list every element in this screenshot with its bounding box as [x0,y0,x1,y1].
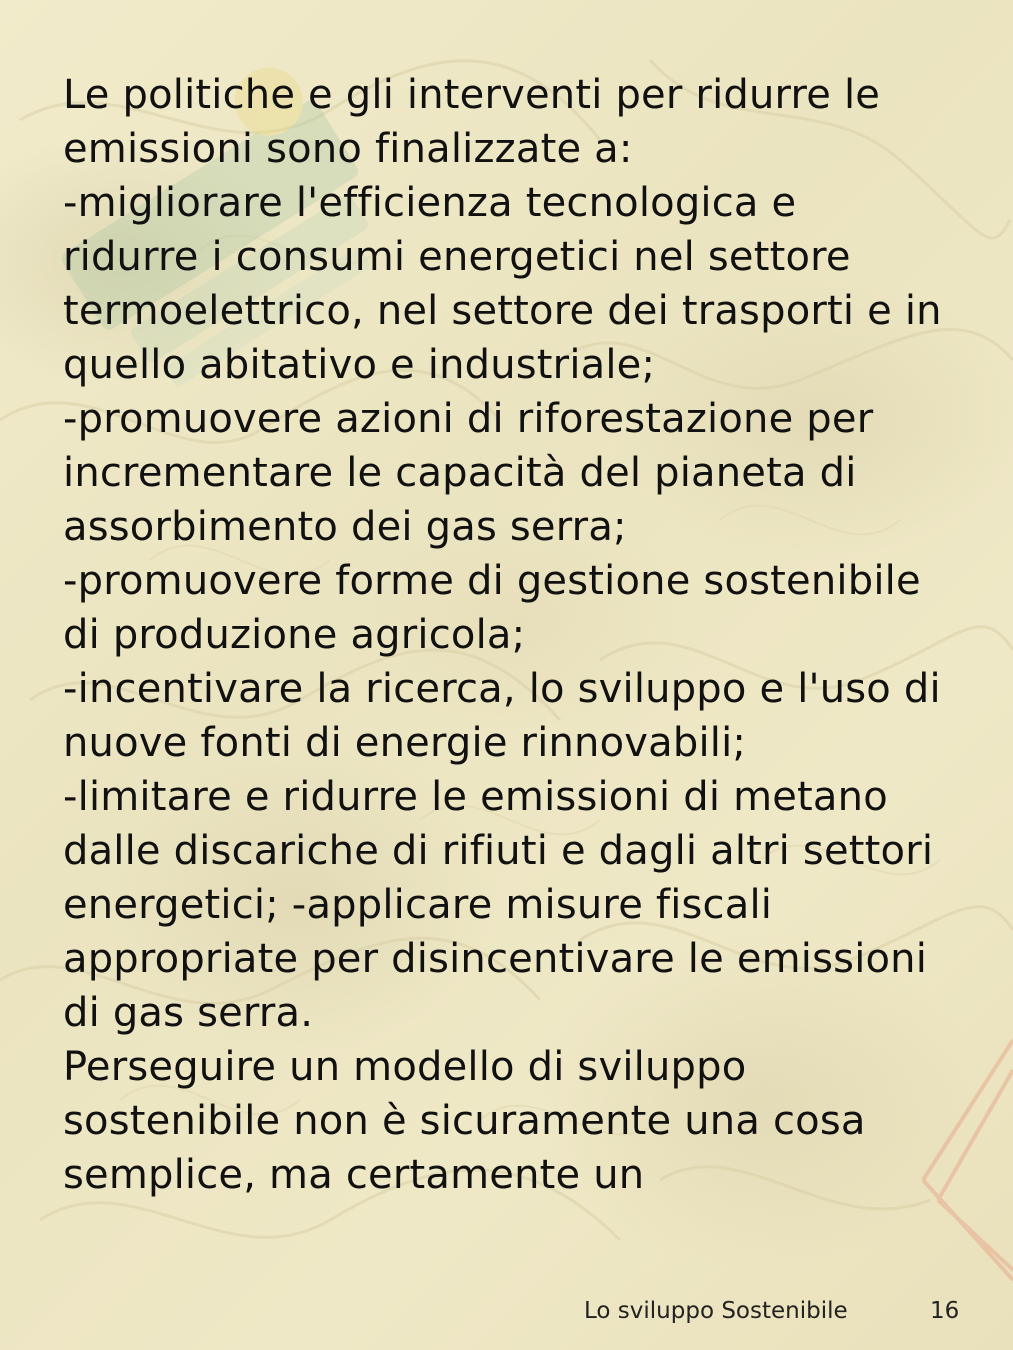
page-number: 16 [930,1298,960,1324]
slide-body-text: Le politiche e gli interventi per ridurre le emissioni sono finalizzate a: -migliorare l'efficienza tecnologica e ridurre i consumi energetici nel settore termoelettrico, nel settore dei trasporti e in quello abitativo e industriale; -promuovere azioni di riforestazione per incrementare le capacità del pianeta di assorbimento dei gas serra; -promuovere forme di gestione sostenibile di produzione agricola; -incentivare la ricerca, lo sviluppo e l'uso di nuove fonti di energie rinnovabili; -limitare e ridurre le emissioni di metano dalle discariche di rifiuti e dagli altri settori energetici; -applicare misure fiscali appropriate per disincentivare le emissioni di gas serra. Perseguire un modello di sviluppo sostenibile non è sicuramente una cosa semplice, ma certamente un [63,72,942,1198]
footer-title: Lo sviluppo Sostenibile [584,1298,848,1324]
